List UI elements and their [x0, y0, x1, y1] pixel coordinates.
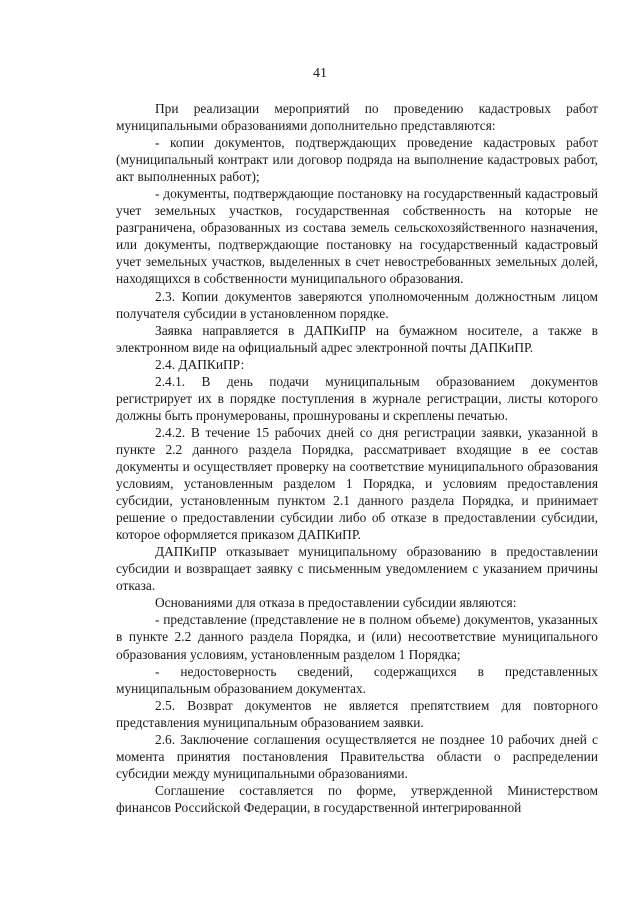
- paragraph-2-3: 2.3. Копии документов заверяются уполномоченным должностным лицом получателя субсидии в установленном порядке.: [116, 288, 598, 321]
- paragraph-2-4: 2.4. ДАПКиПР:: [155, 356, 245, 372]
- paragraph-agreement: Соглашение составляется по форме, утвержденной Министерством финансов Российской Федерации, в государственной интегрированной: [116, 782, 598, 815]
- paragraph-intro: При реализации мероприятий по проведению кадастровых работ муниципальными образованиями дополнительно представляются:: [116, 101, 598, 134]
- paragraph-bullet-incomplete-docs: - представление (представление не в полном объеме) документов, указанных в пункте 2.2 данного раздела Порядка, и (или) несоответствие муниципального образования условиям, установленным разделом 1 Порядка;: [116, 612, 598, 662]
- paragraph-bullet-cadastral-docs: - копии документов, подтверждающих проведение кадастровых работ (муниципальный контракт или договор подряда на выполнение кадастровых работ, акт выполненных работ);: [116, 135, 598, 185]
- paragraph-application-sent: Заявка направляется в ДАПКиПР на бумажном носителе, а также в электронном виде на официальный адрес электронной почты ДАПКиПР.: [116, 322, 598, 355]
- paragraph-refusal: ДАПКиПР отказывает муниципальному образованию в предоставлении субсидии и возвращает заявку с письменным уведомлением с указанием причины отказа.: [116, 544, 598, 594]
- paragraph-bullet-registration-docs: - документы, подтверждающие постановку на государственный кадастровый учет земельных участков, государственная собственность на которые не разграничена, образованных из состава земель сельскохозяйственного назначения, или документы, подтверждающие постановку на государственный кадастровый учет земельных участков, выделенных в счет невостребованных земельных долей, находящихся в собственности муниципального образования.: [116, 186, 598, 287]
- paragraph-2-4-2: 2.4.2. В течение 15 рабочих дней со дня регистрации заявки, указанной в пункте 2.2 данного раздела Порядка, рассматривает входящие в ее состав документы и осуществляет проверку на соответствие муниципального образования условиям, установленным разделом 1 Порядка, и условиям предоставления субсидии, установленным пунктом 2.1 данного раздела Порядка, и принимает решение о предоставлении субсидии либо об отказе в предоставлении субсидии, которое оформляется приказом ДАПКиПР.: [116, 424, 598, 543]
- paragraph-refusal-grounds: Основаниями для отказа в предоставлении субсидии являются:: [155, 595, 517, 611]
- paragraph-2-4-1: 2.4.1. В день подачи муниципальным образованием документов регистрирует их в порядке поступления в журнале регистрации, листы которого должны быть пронумерованы, прошнурованы и скреплены печатью.: [116, 373, 598, 423]
- paragraph-2-5: 2.5. Возврат документов не является препятствием для повторного представления муниципальным образованием заявки.: [116, 697, 598, 730]
- document-body: [116, 100, 598, 816]
- paragraph-2-6: 2.6. Заключение соглашения осуществляется не позднее 10 рабочих дней с момента принятия постановления Правительства области о распределении субсидии между муниципальными образованиями.: [116, 731, 598, 781]
- paragraph-bullet-inaccurate-info: - недостоверность сведений, содержащихся в представленных муниципальным образованием документах.: [116, 663, 598, 696]
- page-number: 41: [313, 66, 327, 81]
